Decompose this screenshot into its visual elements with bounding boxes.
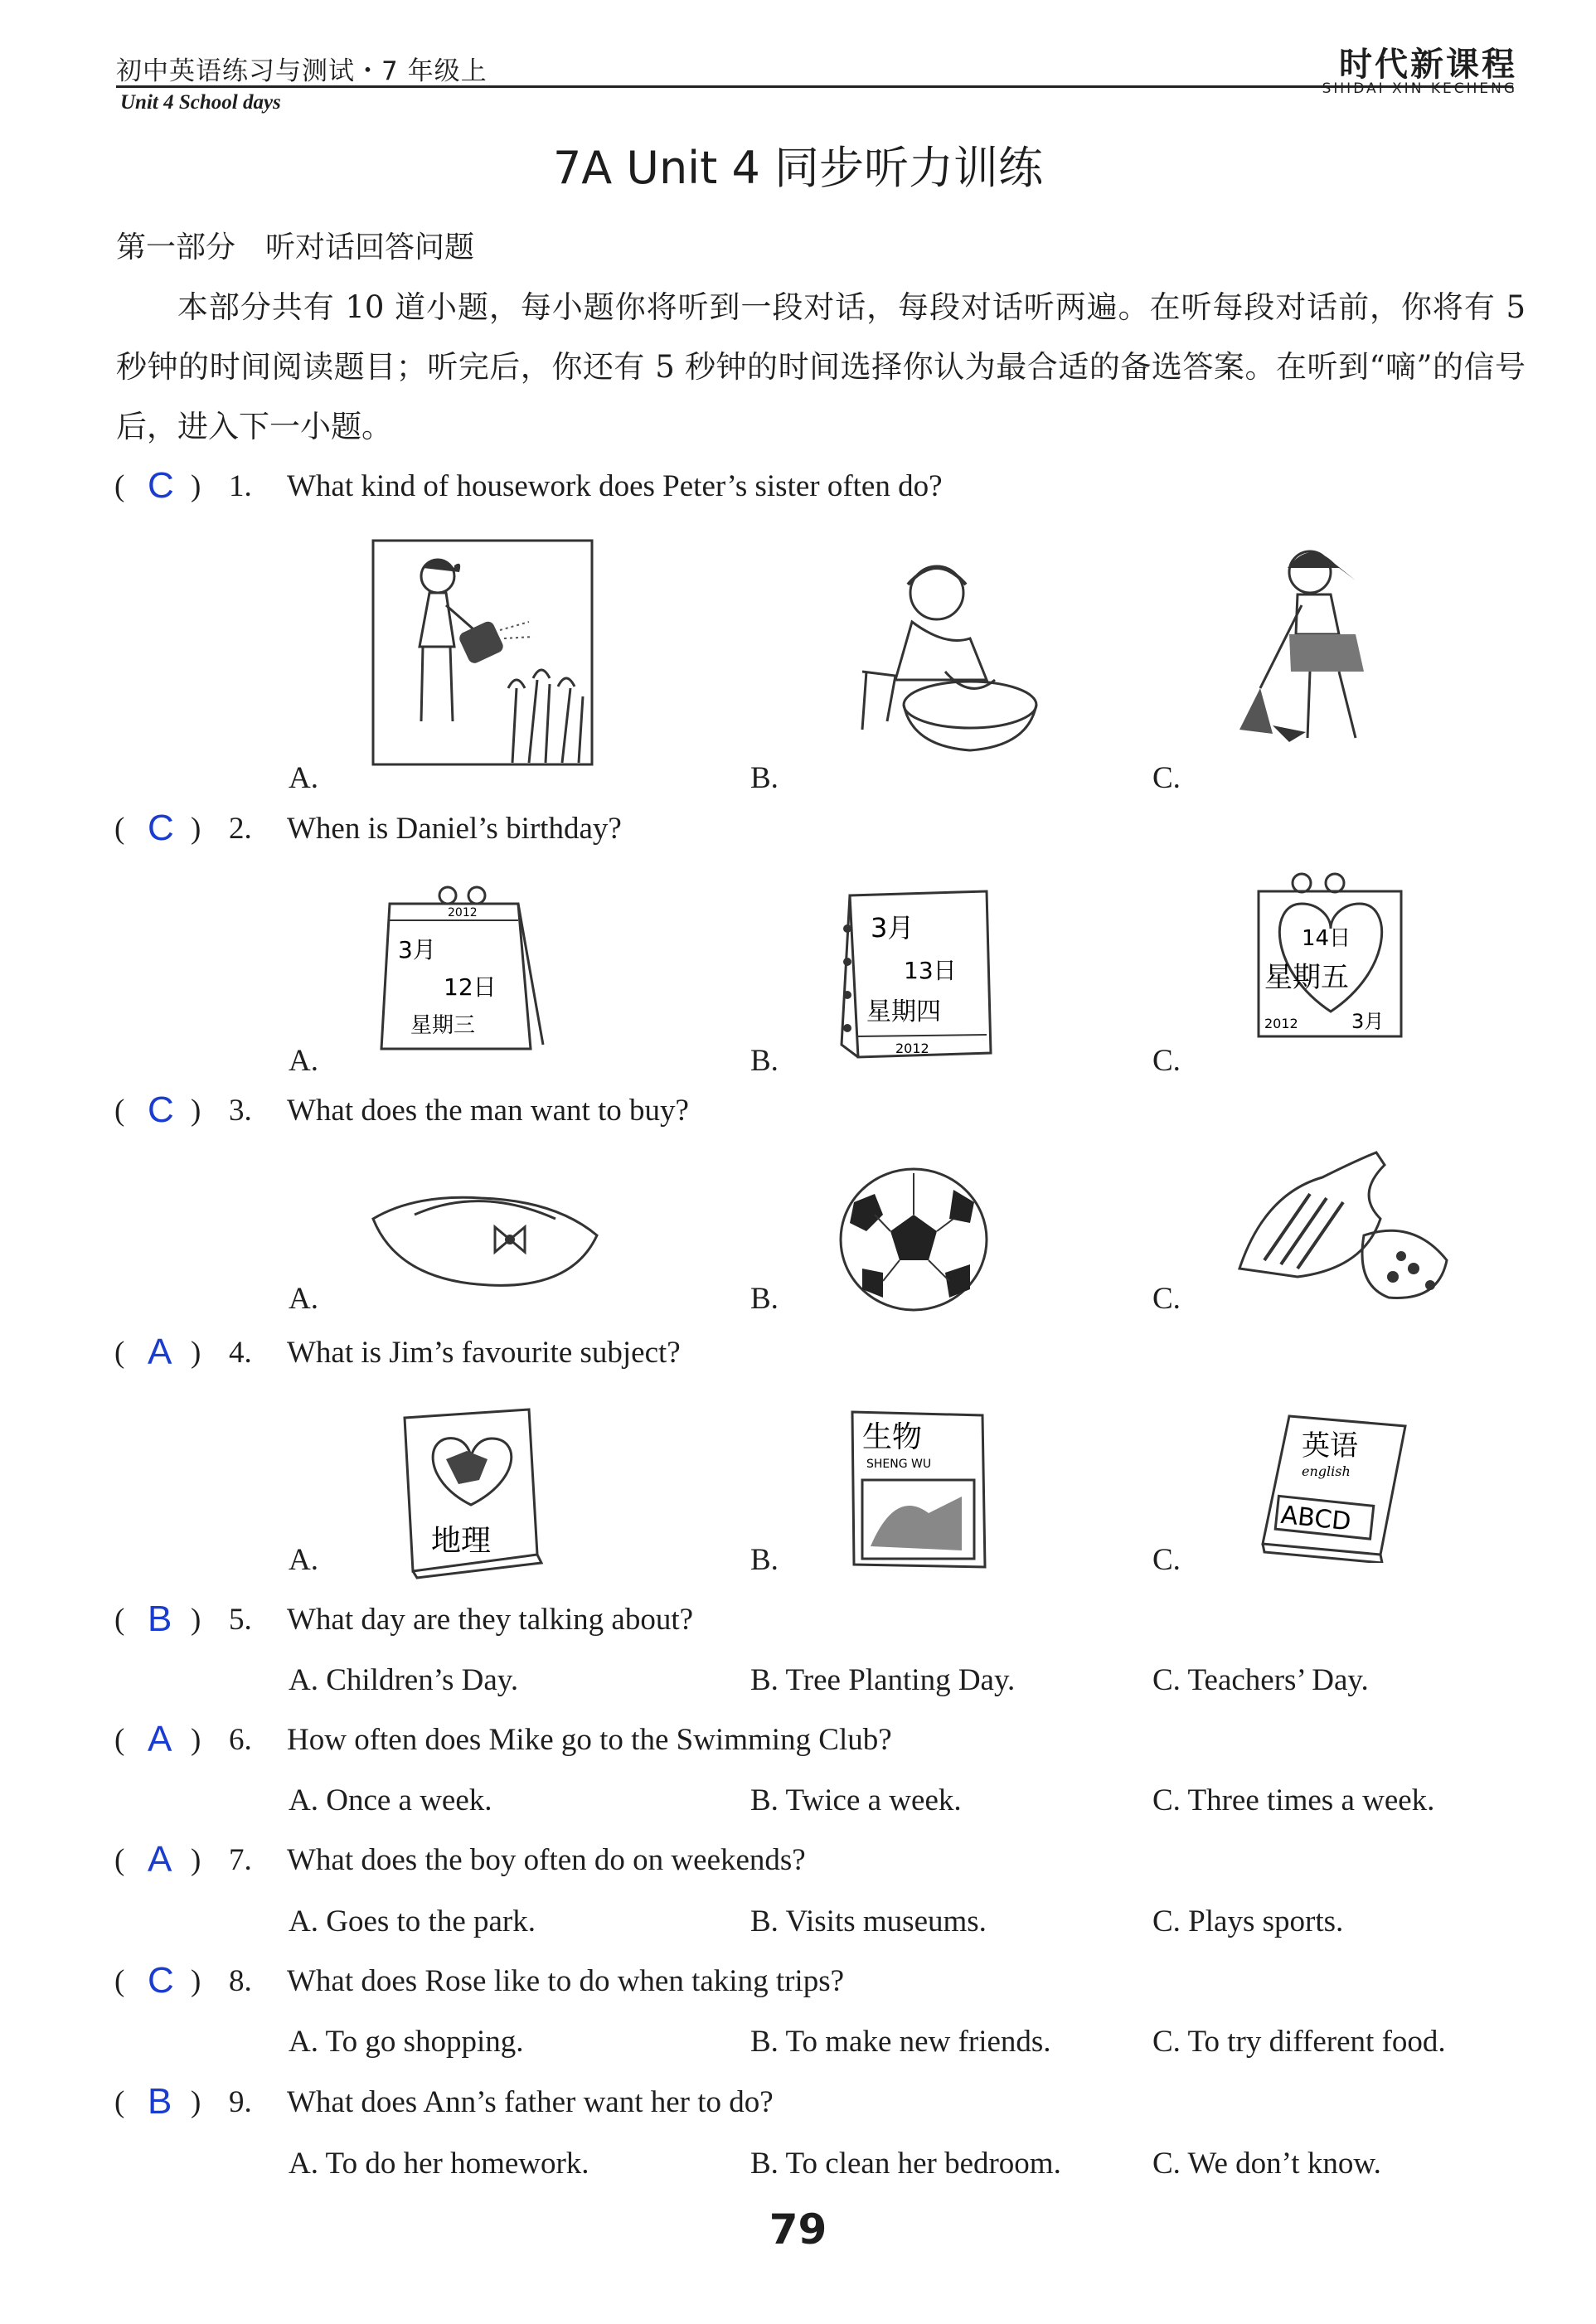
question-text: What does the man want to buy? (287, 1094, 689, 1128)
paren-close: ) (191, 1336, 201, 1370)
question-text: How often does Mike go to the Swimming Club? (287, 1723, 892, 1757)
geography-book-title: 地理 (431, 1524, 492, 1558)
option-b: B. (750, 1282, 779, 1316)
paren-close: ) (191, 812, 201, 846)
option-a: A. Goes to the park. (289, 1904, 536, 1938)
answer-mark: C (148, 808, 174, 848)
question-text: What does Ann’s father want her to do? (287, 2085, 774, 2119)
option-a: A. (289, 1044, 318, 1078)
option-a: A. (289, 1282, 318, 1316)
calendar-c-year: 2012 (1264, 1016, 1298, 1031)
sports-shoes-picture (1231, 1144, 1451, 1310)
question-number: 3. (229, 1094, 252, 1128)
question-text: What day are they talking about? (287, 1603, 694, 1637)
calendar-a-month: 3月 (398, 936, 436, 963)
section-instructions: 本部分共有 10 道小题，每小题你将听到一段对话，每段对话听两遍。在听每段对话前，你将有 5 秒钟的时间阅读题目；听完后，你还有 5 秒钟的时间选择你认为最合适的备选答案。在听到“嘀”的信号后，进入下一小题。 (116, 289, 1526, 444)
calendar-c-weekday: 星期五 (1264, 961, 1349, 994)
paren-close: ) (191, 1964, 201, 1998)
calendar-b-month: 3月 (871, 912, 914, 944)
option-a: A. (289, 1543, 318, 1577)
question-text: What kind of housework does Peter’s sister often do? (287, 469, 943, 503)
paren-open: ( (114, 2085, 125, 2119)
answer-mark: A (148, 1839, 172, 1880)
question-number: 2. (229, 812, 252, 846)
question-text: What does the boy often do on weekends? (287, 1843, 806, 1877)
question-text: What is Jim’s favourite subject? (287, 1336, 681, 1370)
geography-book-picture (396, 1405, 546, 1579)
calendar-a-year: 2012 (448, 906, 478, 919)
paren-open: ( (114, 469, 125, 503)
calendar-b-year: 2012 (895, 1041, 929, 1056)
question-number: 5. (229, 1603, 252, 1637)
option-a: A. To go shopping. (289, 2025, 524, 2059)
biology-book-subtitle: SHENG WU (866, 1458, 932, 1471)
option-c: C. To try different food. (1152, 2025, 1446, 2059)
question-text: What does Rose like to do when taking trips? (287, 1964, 845, 1998)
paren-close: ) (191, 1603, 201, 1637)
calendar-a-picture (373, 879, 547, 1053)
english-book-picture (1256, 1409, 1409, 1563)
answer-mark: B (148, 1599, 172, 1639)
paren-close: ) (191, 469, 201, 503)
girl-watering-flowers-picture (371, 539, 595, 767)
question-number: 1. (229, 469, 252, 503)
option-a: A. Children’s Day. (289, 1663, 519, 1697)
girl-sweeping-floor-picture (1231, 535, 1430, 754)
option-c: C. Plays sports. (1152, 1904, 1344, 1938)
question-text: When is Daniel’s birthday? (287, 812, 622, 846)
page-number: 79 (769, 2205, 827, 2254)
paren-open: ( (114, 1603, 125, 1637)
paren-open: ( (114, 1964, 125, 1998)
option-b: B. Visits museums. (750, 1904, 987, 1938)
page-title: 7A Unit 4 同步听力训练 (552, 142, 1044, 194)
question-number: 9. (229, 2085, 252, 2119)
brand-name-cn: 时代新课程 (1339, 46, 1517, 84)
english-book-letters: ABCD (1279, 1500, 1353, 1537)
option-c: C. Three times a week. (1152, 1783, 1435, 1817)
english-book-title: 英语 (1302, 1429, 1358, 1463)
option-c: C. (1152, 761, 1181, 795)
answer-mark: C (148, 465, 174, 506)
paren-open: ( (114, 812, 125, 846)
biology-book-title: 生物 (862, 1420, 923, 1454)
paren-close: ) (191, 2085, 201, 2119)
paren-close: ) (191, 1843, 201, 1877)
option-b: B. (750, 1044, 779, 1078)
calendar-b-weekday: 星期四 (866, 997, 941, 1026)
option-a: A. Once a week. (289, 1783, 492, 1817)
option-b: B. Twice a week. (750, 1783, 962, 1817)
biology-book-picture (846, 1405, 991, 1571)
option-a: A. To do her homework. (289, 2147, 589, 2181)
brand-name-en: SHIDAI XIN KECHENG (1322, 80, 1517, 97)
calendar-a-day: 12日 (444, 973, 497, 1001)
hat-picture (365, 1177, 605, 1293)
option-c: C. (1152, 1282, 1181, 1316)
girl-washing-clothes-picture (846, 547, 1045, 763)
section-title: 第一部分 听对话回答问题 (116, 230, 475, 264)
option-c: C. (1152, 1044, 1181, 1078)
calendar-c-day: 14日 (1302, 926, 1351, 951)
answer-mark: A (148, 1719, 172, 1759)
option-b: B. (750, 761, 779, 795)
unit-label: Unit 4 School days (120, 91, 281, 114)
question-number: 4. (229, 1336, 252, 1370)
english-book-subtitle: english (1302, 1463, 1351, 1479)
paren-close: ) (191, 1094, 201, 1128)
paren-open: ( (114, 1094, 125, 1128)
option-c: C. (1152, 1543, 1181, 1577)
answer-mark: C (148, 1960, 174, 2001)
option-b: B. To make new friends. (750, 2025, 1051, 2059)
option-c: C. Teachers’ Day. (1152, 1663, 1369, 1697)
paren-close: ) (191, 1723, 201, 1757)
paren-open: ( (114, 1723, 125, 1757)
answer-mark: A (148, 1332, 172, 1372)
paren-open: ( (114, 1336, 125, 1370)
option-a: A. (289, 761, 318, 795)
question-number: 7. (229, 1843, 252, 1877)
paren-open: ( (114, 1843, 125, 1877)
calendar-b-picture (837, 887, 1003, 1065)
calendar-a-weekday: 星期三 (410, 1013, 476, 1038)
brand-logo (1322, 38, 1517, 97)
option-b: B. Tree Planting Day. (750, 1663, 1016, 1697)
option-b: B. To clean her bedroom. (750, 2147, 1061, 2181)
football-picture (837, 1165, 991, 1314)
calendar-c-month: 3月 (1351, 1010, 1385, 1033)
book-title: 初中英语练习与测试・7 年级上 (116, 56, 488, 86)
question-number: 8. (229, 1964, 252, 1998)
answer-mark: B (148, 2081, 172, 2122)
option-c: C. We don’t know. (1152, 2147, 1381, 2181)
calendar-b-day: 13日 (904, 957, 957, 984)
option-b: B. (750, 1543, 779, 1577)
answer-mark: C (148, 1089, 174, 1130)
calendar-c-picture (1252, 871, 1405, 1049)
header-divider (116, 85, 1513, 88)
question-number: 6. (229, 1723, 252, 1757)
